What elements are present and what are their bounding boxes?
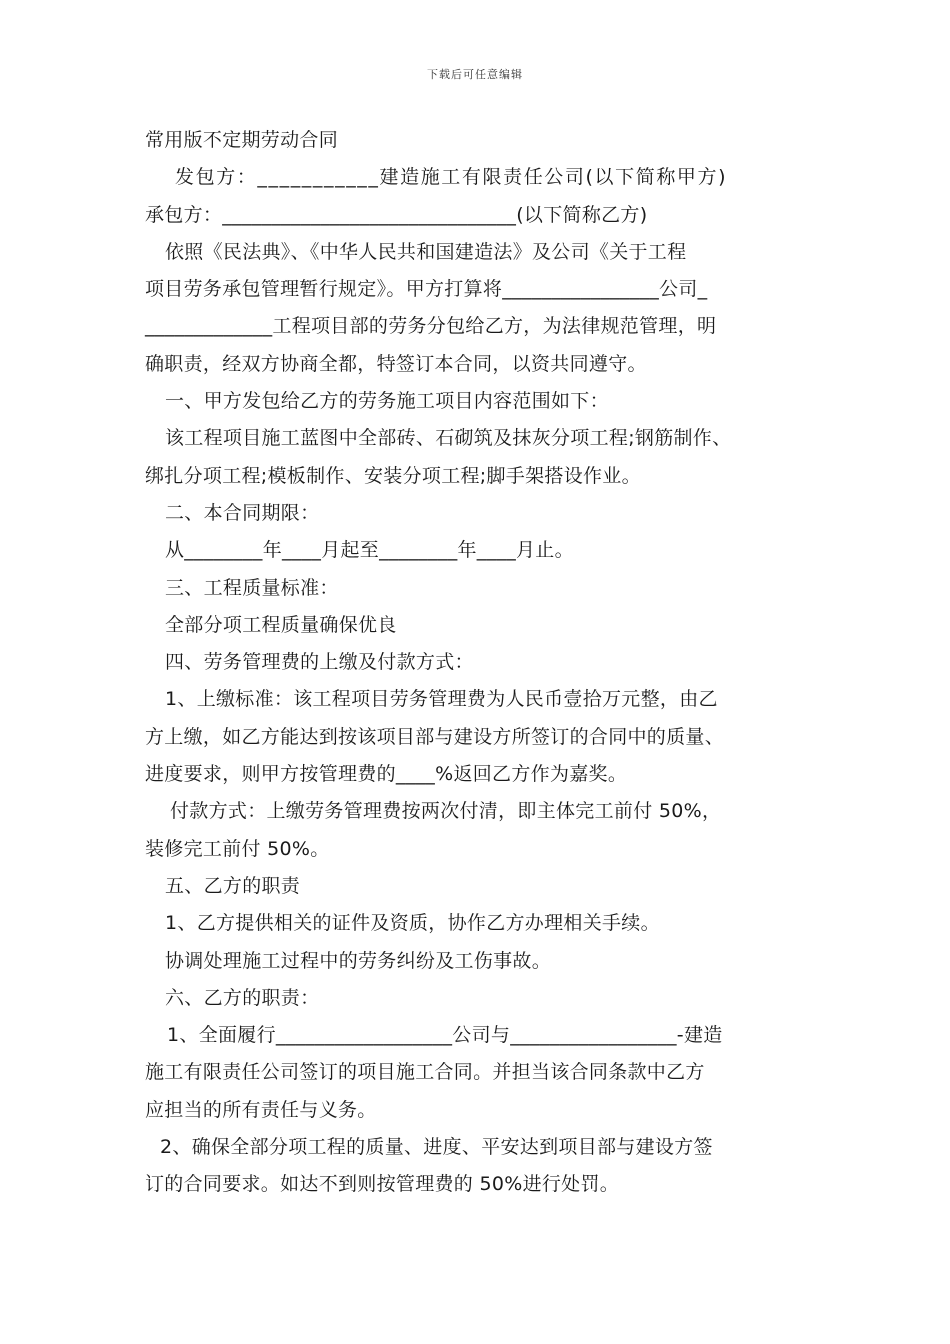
paragraph-line: 项目劳务承包管理暂行规定》。甲方打算将________________公司_ xyxy=(145,278,708,301)
paragraph-line: 全部分项工程质量确保优良 xyxy=(165,613,397,636)
paragraph-line: 订的合同要求。如达不到则按管理费的 50%进行处罚。 xyxy=(145,1173,620,1196)
section-heading-4: 四、劳务管理费的上缴及付款方式： xyxy=(165,651,474,674)
paragraph-line: 施工有限责任公司签订的项目施工合同。并担当该合同条款中乙方 xyxy=(145,1061,705,1084)
party-a-line: 发包方：___________建造施工有限责任公司(以下简称甲方) xyxy=(175,166,728,189)
party-b-line: 承包方：______________________________(以下简称乙方) xyxy=(145,203,648,226)
paragraph-line: 1、全面履行__________________公司与_________________-建造 xyxy=(167,1024,723,1047)
paragraph-line: 确职责，经双方协商全都，特签订本合同，以资共同遵守。 xyxy=(145,352,647,375)
document-title: 常用版不定期劳动合同 xyxy=(145,129,339,151)
paragraph-line: 装修完工前付 50%。 xyxy=(145,837,330,860)
paragraph-line: 进度要求，则甲方按管理费的____%返回乙方作为嘉奖。 xyxy=(145,763,628,786)
section-heading-1: 一、甲方发包给乙方的劳务施工项目内容范围如下： xyxy=(165,390,609,413)
section-heading-2: 二、本合同期限： xyxy=(165,501,320,524)
section-heading-5: 五、乙方的职责 xyxy=(165,874,301,897)
paragraph-line: 2、确保全部分项工程的质量、进度、平安达到项目部与建设方签 xyxy=(160,1136,713,1159)
paragraph-line: 绑扎分项工程;模板制作、安装分项工程;脚手架搭设作业。 xyxy=(145,464,641,487)
paragraph-line: 依照《民法典》、《中华人民共和国建造法》及公司《关于工程 xyxy=(165,240,687,263)
paragraph-line: 方上缴，如乙方能达到按该项目部与建设方所签订的合同中的质量、 xyxy=(145,725,725,748)
paragraph-line: 应担当的所有责任与义务。 xyxy=(145,1098,377,1121)
paragraph-line: _____________工程项目部的劳务分包给乙方，为法律规范管理，明 xyxy=(145,315,717,338)
section-heading-3: 三、工程质量标准： xyxy=(165,576,339,599)
paragraph-line: 1、上缴标准：该工程项目劳务管理费为人民币壹拾万元整，由乙 xyxy=(165,688,718,711)
contract-body xyxy=(145,122,835,1204)
paragraph-line: 1、乙方提供相关的证件及资质，协作乙方办理相关手续。 xyxy=(165,912,660,935)
header-note: 下载后可任意编辑 xyxy=(427,68,523,81)
paragraph-line: 协调处理施工过程中的劳务纠纷及工伤事故。 xyxy=(165,949,552,972)
contract-period-line: 从________年____月起至________年____月止。 xyxy=(165,539,574,562)
paragraph-line: 付款方式：上缴劳务管理费按两次付清，即主体完工前付 50%， xyxy=(170,800,722,823)
paragraph-line: 该工程项目施工蓝图中全部砖、石砌筑及抹灰分项工程;钢筋制作、 xyxy=(165,427,732,450)
section-heading-6: 六、乙方的职责： xyxy=(165,986,320,1009)
